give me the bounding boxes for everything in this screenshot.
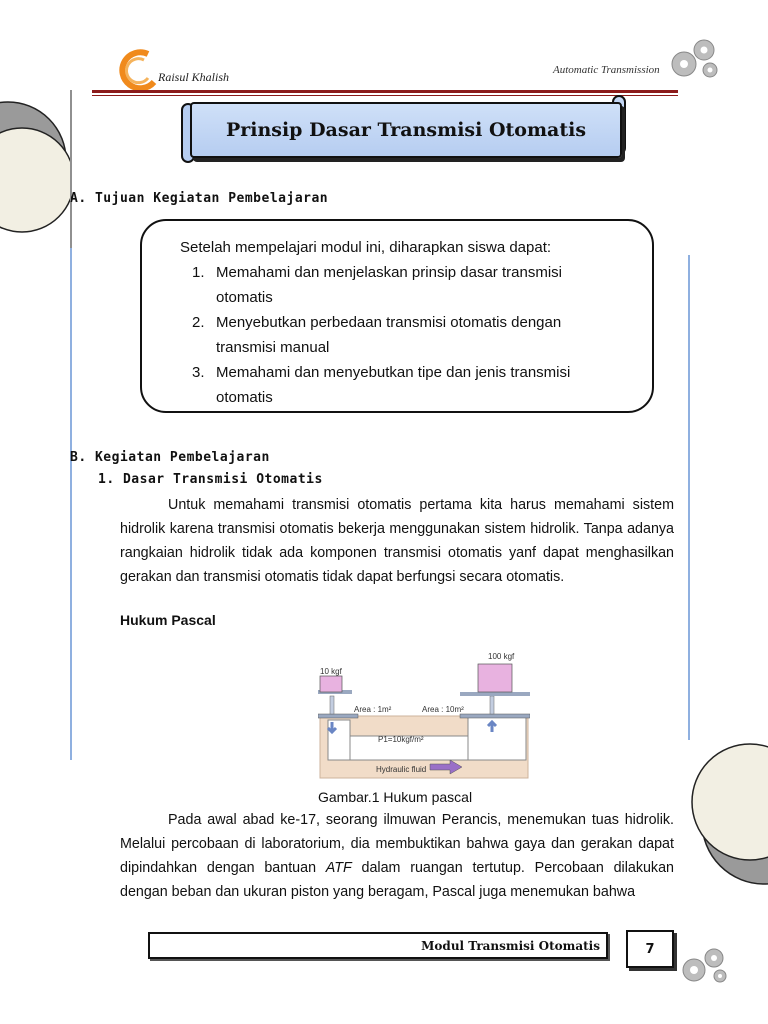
objectives-list bbox=[192, 260, 652, 410]
list-item: 1. Memahami dan menjelaskan prinsip dasar transmisi otomatis bbox=[192, 264, 562, 306]
header-rule bbox=[92, 90, 678, 93]
logo-icon bbox=[118, 48, 162, 92]
paragraph-intro: Untuk memahami transmisi otomatis pertama kita harus memahami sistem hidrolik karena transmisi otomatis bekerja menggunakan sistem hidrolik. Tanpa adanya rangkaian hidrolik tidak ada komponen transmisi otomatis yanf dapat menghasilkan gerakan dan transmisi otomatis tidak dapat berfungsi secara otomatis. bbox=[120, 497, 674, 585]
right-area-label: Area : 10m² bbox=[422, 705, 464, 714]
hukum-pascal-heading: Hukum Pascal bbox=[120, 612, 216, 628]
gears-icon bbox=[666, 34, 722, 84]
footer-module-title: Modul Transmisi Otomatis bbox=[421, 938, 600, 953]
section-a-heading: A. Tujuan Kegiatan Pembelajaran bbox=[70, 191, 329, 206]
header-title: Automatic Transmission bbox=[553, 64, 660, 76]
page-number: 7 bbox=[645, 941, 655, 957]
header-author: Raisul Khalish bbox=[158, 70, 230, 84]
footer-box bbox=[148, 932, 608, 959]
objectives-intro: Setelah mempelajari modul ini, diharapkan siswa dapat: bbox=[180, 239, 552, 256]
objectives-box bbox=[140, 219, 654, 413]
section-b-subheading: 1. Dasar Transmisi Otomatis bbox=[98, 472, 323, 487]
page-number-box bbox=[626, 930, 674, 968]
left-decoration bbox=[0, 90, 80, 250]
left-area-label: Area : 1m² bbox=[354, 705, 392, 714]
right-weight-label: 100 kgf bbox=[488, 652, 515, 661]
pressure-label: P1=10kgf/m² bbox=[378, 735, 424, 744]
section-b-heading: B. Kegiatan Pembelajaran bbox=[70, 450, 270, 465]
header-rule-thin bbox=[92, 95, 678, 96]
title-banner bbox=[190, 102, 622, 158]
left-margin-line bbox=[70, 248, 72, 760]
right-margin-line bbox=[688, 255, 690, 740]
fluid-label: Hydraulic fluid bbox=[376, 765, 427, 774]
footer-gears-icon bbox=[678, 944, 732, 990]
paragraph-pascal: Pada awal abad ke-17, seorang ilmuwan Perancis, menemukan tuas hidrolik. Melalui percobaan di laboratorium, dia membuktikan bahwa gaya dan gerakan dapat dipindahkan dengan bantuan ATF dalam ruangan tertutup. Percobaan dilakukan dengan beban dan ukuran piston yang beragam, Pascal juga menemukan bahwa bbox=[120, 812, 674, 900]
pascal-figure bbox=[318, 650, 530, 782]
list-item: 2. Menyebutkan perbedaan transmisi otomatis dengan transmisi manual bbox=[192, 314, 562, 356]
left-weight-label: 10 kgf bbox=[320, 667, 342, 676]
list-item: 3. Memahami dan menyebutkan tipe dan jenis transmisi otomatis bbox=[192, 364, 571, 406]
figure-caption: Gambar.1 Hukum pascal bbox=[318, 789, 473, 805]
right-decoration bbox=[686, 730, 768, 900]
page-title: Prinsip Dasar Transmisi Otomatis bbox=[225, 119, 587, 141]
